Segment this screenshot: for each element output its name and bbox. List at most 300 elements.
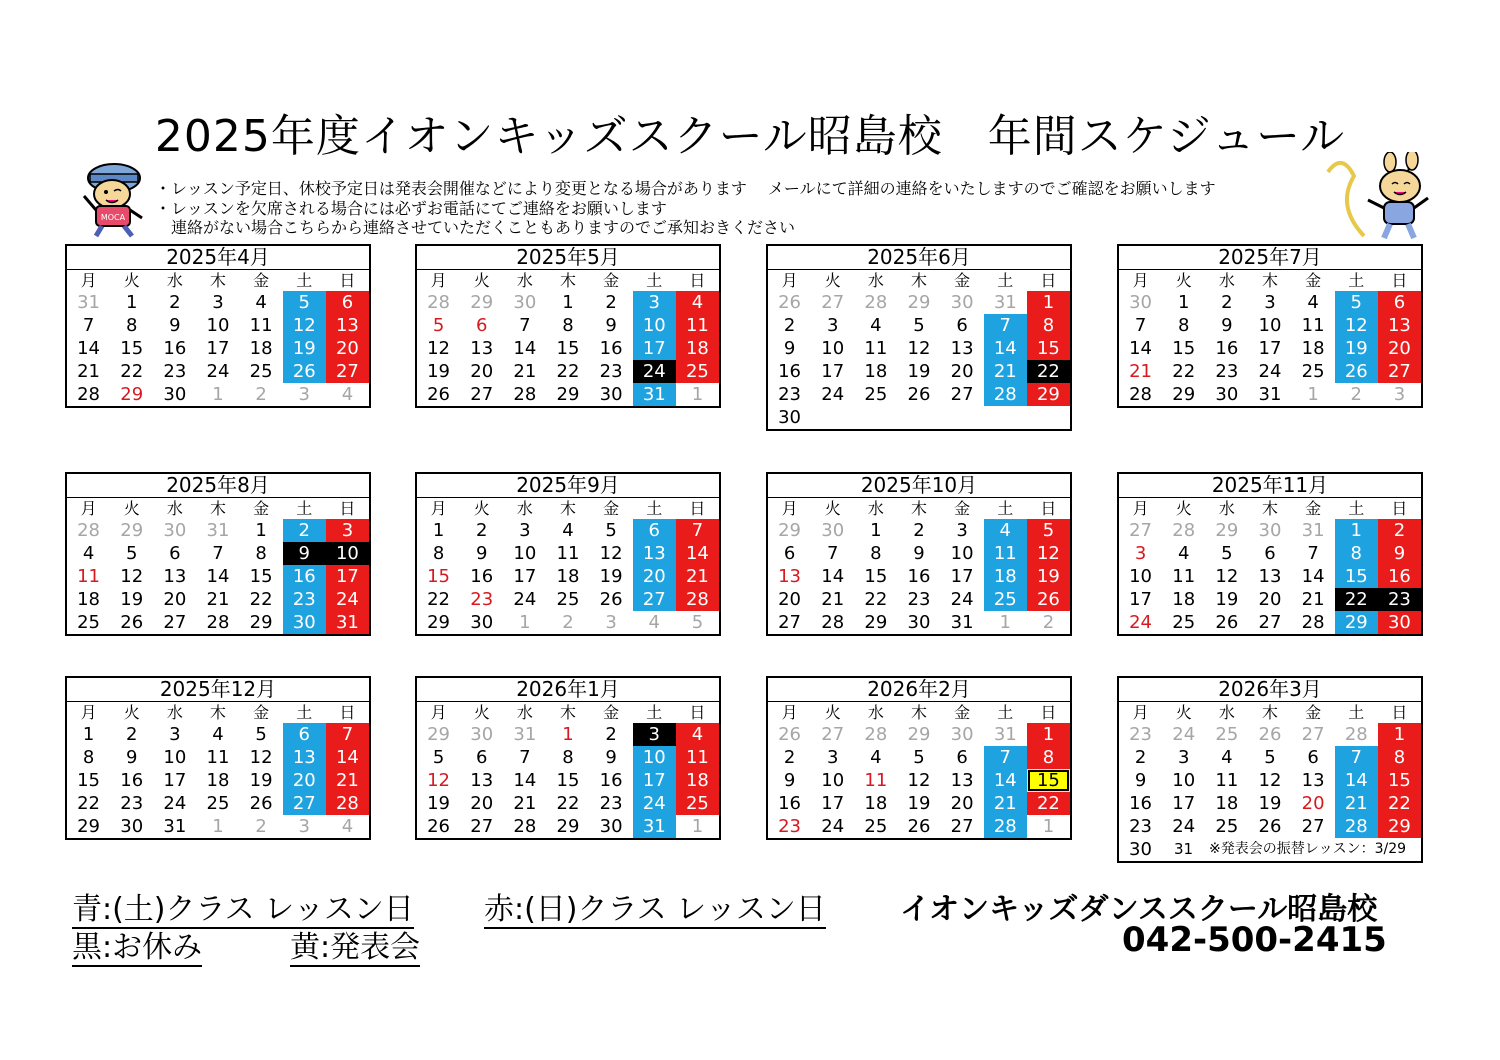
day-cell: 23: [1129, 724, 1153, 745]
day-cell: 23: [907, 589, 931, 610]
day-cell: 11: [984, 542, 1027, 565]
day-cell: 3: [633, 291, 676, 314]
day-cell: 4: [255, 292, 267, 313]
day-cell: 18: [864, 793, 888, 814]
week-row: [768, 769, 1070, 792]
legend-black-text: 黒:お休み: [72, 930, 203, 965]
day-cell: 6: [1378, 291, 1421, 314]
day-cell: 18: [1301, 338, 1325, 359]
week-row: [768, 314, 1070, 337]
weekday-label: 火: [473, 271, 490, 290]
day-cell: 15: [556, 338, 580, 359]
day-cell: 23: [163, 361, 187, 382]
month-calendar: [415, 472, 721, 636]
day-cell: 12: [599, 543, 623, 564]
school-name: イオンキッズダンススクール昭島校: [900, 892, 1378, 927]
day-cell: 27: [470, 816, 494, 837]
day-cell: 31: [633, 383, 676, 406]
day-cell: 3: [1393, 384, 1406, 405]
day-cell: 30: [1215, 384, 1239, 405]
day-cell: 9: [783, 770, 796, 791]
weekday-label: 火: [473, 703, 490, 722]
day-cell: 28: [864, 292, 888, 313]
day-cell: 1: [1335, 519, 1378, 542]
day-cell: 31: [77, 292, 101, 313]
day-cell: 29: [864, 612, 888, 633]
week-row: [1119, 746, 1421, 769]
day-cell: 14: [984, 337, 1027, 360]
week-row: [67, 565, 369, 588]
day-cell: 10: [821, 338, 845, 359]
weekday-header: [1119, 498, 1421, 519]
weekday-label: 水: [516, 271, 533, 290]
day-cell: 4: [212, 724, 224, 745]
day-cell: 15: [1378, 769, 1421, 792]
day-cell: 4: [341, 816, 354, 837]
day-cell: 27: [470, 384, 494, 405]
day-cell: 25: [676, 792, 719, 815]
week-row: [67, 769, 369, 792]
day-cell: 30: [163, 384, 187, 405]
day-cell: 16: [599, 770, 623, 791]
day-cell: 31: [1173, 840, 1194, 858]
day-cell: 31: [513, 724, 537, 745]
day-cell: 11: [864, 338, 888, 359]
day-cell: 15: [1027, 337, 1070, 360]
day-cell: 2: [1378, 519, 1421, 542]
day-cell: 29: [907, 292, 931, 313]
day-cell: 1: [432, 520, 445, 541]
day-cell: 7: [1307, 543, 1319, 564]
weekday-label: 金: [603, 703, 620, 722]
day-cell: 1: [255, 520, 267, 541]
weekday-label: 火: [123, 271, 140, 290]
day-cell: 3: [298, 816, 310, 837]
week-row: [1119, 588, 1421, 611]
day-cell: 8: [1027, 314, 1070, 337]
day-cell: 3: [826, 315, 839, 336]
day-cell: 6: [475, 315, 488, 336]
day-cell: 13: [778, 566, 802, 587]
day-cell: 26: [1027, 588, 1070, 611]
weekday-label: 火: [824, 271, 841, 290]
day-cell: 3: [1177, 747, 1190, 768]
day-cell: 21: [513, 793, 537, 814]
day-cell: 7: [1335, 746, 1378, 769]
day-cell: 4: [870, 315, 882, 336]
day-cell: 5: [605, 520, 617, 541]
month-calendar: [415, 676, 721, 840]
day-cell: 24: [950, 589, 974, 610]
day-cell: 21: [1301, 589, 1325, 610]
day-cell: 30: [821, 520, 845, 541]
day-cell: 27: [283, 792, 326, 815]
weekday-label: 金: [1305, 499, 1322, 518]
weekday-label: 月: [80, 271, 97, 290]
day-cell: 9: [605, 747, 617, 768]
legend-yellow: [290, 922, 420, 966]
day-cell: 1: [1027, 291, 1070, 314]
day-cell: 11: [77, 566, 101, 587]
legend-red-text: 赤:(日)クラス レッスン日: [484, 892, 826, 927]
day-cell: 29: [907, 724, 931, 745]
day-cell: 9: [125, 747, 138, 768]
day-cell: 26: [599, 589, 623, 610]
day-cell: 1: [1177, 292, 1190, 313]
day-cell: 29: [427, 724, 451, 745]
mascot-right-image: [1318, 152, 1436, 244]
day-cell: 28: [1129, 384, 1153, 405]
week-row: [67, 337, 369, 360]
day-cell: 8: [255, 543, 267, 564]
day-cell: 2: [169, 292, 181, 313]
day-cell: 6: [783, 543, 796, 564]
day-cell: 28: [821, 612, 845, 633]
week-row: [768, 360, 1070, 383]
day-cell: 18: [1172, 589, 1196, 610]
weekday-label: 金: [253, 499, 270, 518]
day-cell: 7: [1134, 315, 1147, 336]
week-row: [417, 792, 719, 815]
week-row: [67, 746, 369, 769]
weekday-label: 火: [1175, 271, 1192, 290]
day-cell: 21: [326, 769, 369, 792]
week-row: [417, 565, 719, 588]
day-cell: 21: [1335, 792, 1378, 815]
day-cell: 30: [950, 292, 974, 313]
weekday-label: 水: [166, 703, 183, 722]
day-cell: 12: [1027, 542, 1070, 565]
day-cell: 29: [1335, 611, 1378, 634]
weekday-label: 金: [954, 271, 971, 290]
day-cell: 16: [163, 338, 187, 359]
day-cell: 3: [298, 384, 310, 405]
makeup-lesson-note: ※発表会の振替レッスン：3/29: [1209, 841, 1407, 857]
day-cell: 1: [562, 724, 574, 745]
day-cell: 18: [1215, 793, 1239, 814]
day-cell: 29: [556, 384, 580, 405]
weekday-label: 木: [209, 703, 226, 722]
day-cell: 13: [470, 770, 494, 791]
day-cell: [941, 406, 984, 429]
weekday-label: 月: [781, 271, 798, 290]
week-row: [417, 815, 719, 838]
weekday-label: 日: [1391, 703, 1408, 722]
day-cell: 13: [163, 566, 187, 587]
day-cell: 4: [676, 291, 719, 314]
day-cell: 26: [1258, 816, 1282, 837]
weekday-label: 木: [559, 271, 576, 290]
day-cell: 19: [1027, 565, 1070, 588]
extra-week-row: [1119, 838, 1421, 861]
day-cell: 4: [984, 519, 1027, 542]
weekday-label: 火: [1175, 499, 1192, 518]
weekday-label: 水: [1218, 703, 1235, 722]
day-cell: 5: [913, 747, 925, 768]
day-cell: 14: [77, 338, 101, 359]
day-cell: 8: [1027, 746, 1070, 769]
month-calendar: [766, 244, 1072, 431]
day-cell: 10: [1129, 566, 1153, 587]
day-cell: 27: [1258, 612, 1282, 633]
day-cell: 10: [513, 543, 537, 564]
weekday-label: 金: [603, 499, 620, 518]
day-cell: 6: [1307, 747, 1319, 768]
day-cell: 8: [1177, 315, 1190, 336]
day-cell: 5: [1027, 519, 1070, 542]
day-cell: 27: [633, 588, 676, 611]
week-row: [417, 383, 719, 406]
day-cell: 23: [283, 588, 326, 611]
day-cell: 17: [633, 337, 676, 360]
day-cell: 17: [821, 793, 845, 814]
day-cell: 28: [206, 612, 230, 633]
day-cell: 4: [1177, 543, 1190, 564]
weekday-label: 木: [209, 499, 226, 518]
week-row: [1119, 337, 1421, 360]
day-cell: 24: [1129, 612, 1153, 633]
day-cell: 24: [633, 360, 676, 383]
day-cell: 14: [1301, 566, 1325, 587]
day-cell: 12: [249, 747, 273, 768]
day-cell: 14: [326, 746, 369, 769]
day-cell: 18: [249, 338, 273, 359]
day-cell: 20: [950, 793, 974, 814]
day-cell: 4: [82, 543, 95, 564]
day-cell: 20: [950, 361, 974, 382]
day-cell: 20: [283, 769, 326, 792]
weekday-label: 金: [253, 703, 270, 722]
day-cell: 11: [249, 315, 273, 336]
weekday-label: 土: [1348, 271, 1365, 290]
day-cell: 5: [913, 315, 925, 336]
day-cell: 8: [125, 315, 138, 336]
day-cell: 15: [427, 566, 451, 587]
day-cell: 7: [82, 315, 95, 336]
week-row: [67, 588, 369, 611]
weekday-header: [67, 270, 369, 291]
month-title: 2025年6月: [768, 246, 1070, 270]
day-cell: 13: [950, 770, 974, 791]
day-cell: 31: [206, 520, 230, 541]
day-cell: 2: [255, 384, 267, 405]
day-cell: 10: [633, 746, 676, 769]
day-cell: 4: [341, 384, 354, 405]
day-cell: 19: [427, 793, 451, 814]
day-cell: 12: [427, 338, 451, 359]
day-cell: 28: [1172, 520, 1196, 541]
week-row: [67, 383, 369, 406]
weekday-label: 木: [910, 499, 927, 518]
weekday-label: 日: [339, 271, 356, 290]
day-cell: 25: [206, 793, 230, 814]
day-cell: 7: [984, 746, 1027, 769]
day-cell: 28: [326, 792, 369, 815]
day-cell: 11: [1301, 315, 1325, 336]
weekday-label: 日: [1040, 499, 1057, 518]
day-cell: 27: [1301, 816, 1325, 837]
weekday-label: 土: [296, 703, 313, 722]
day-cell: 25: [1172, 612, 1196, 633]
day-cell: 5: [1264, 747, 1276, 768]
day-cell: 24: [326, 588, 369, 611]
day-cell: 13: [633, 542, 676, 565]
day-cell: 25: [249, 361, 273, 382]
day-cell: 19: [120, 589, 144, 610]
day-cell: 19: [599, 566, 623, 587]
day-cell: 2: [605, 292, 617, 313]
day-cell: 20: [1301, 793, 1325, 814]
day-cell: 15: [1335, 565, 1378, 588]
day-cell: 23: [1378, 588, 1421, 611]
weekday-label: 土: [1348, 499, 1365, 518]
week-row: [417, 611, 719, 634]
day-cell: 27: [1301, 724, 1325, 745]
day-cell: 22: [1172, 361, 1196, 382]
day-cell: 3: [1134, 543, 1147, 564]
day-cell: 26: [120, 612, 144, 633]
weekday-header: [768, 498, 1070, 519]
weekday-label: 金: [954, 703, 971, 722]
day-cell: 28: [1344, 724, 1368, 745]
week-row: [768, 291, 1070, 314]
week-row: [67, 611, 369, 634]
day-cell: 7: [212, 543, 224, 564]
weekday-label: 土: [646, 703, 663, 722]
day-cell: 9: [1221, 315, 1233, 336]
week-row: [67, 792, 369, 815]
weekday-label: 火: [123, 703, 140, 722]
day-cell: 10: [821, 770, 845, 791]
day-cell: 16: [599, 338, 623, 359]
day-cell: 31: [163, 816, 187, 837]
day-cell: [854, 406, 897, 429]
day-cell: 26: [907, 816, 931, 837]
day-cell: 16: [120, 770, 144, 791]
weekday-header: [67, 498, 369, 519]
month-title: 2025年5月: [417, 246, 719, 270]
day-cell: 12: [1215, 566, 1239, 587]
week-row: [768, 723, 1070, 746]
day-cell: 29: [556, 816, 580, 837]
day-cell: 17: [163, 770, 187, 791]
day-cell: 22: [556, 793, 580, 814]
day-cell: 18: [556, 566, 580, 587]
day-cell: 9: [913, 543, 925, 564]
day-cell: 20: [326, 337, 369, 360]
day-cell: 25: [1215, 724, 1239, 745]
day-cell: 14: [821, 566, 845, 587]
day-cell: 26: [1215, 612, 1239, 633]
day-cell: 4: [870, 747, 882, 768]
day-cell: 21: [206, 589, 230, 610]
day-cell: 9: [783, 338, 796, 359]
legend-red: [484, 884, 826, 928]
weekday-label: 木: [559, 703, 576, 722]
day-cell: 10: [206, 315, 230, 336]
day-cell: 23: [778, 816, 802, 837]
day-cell: 16: [1378, 565, 1421, 588]
day-cell: 24: [163, 793, 187, 814]
day-cell: 1: [1027, 723, 1070, 746]
day-cell: 21: [984, 360, 1027, 383]
weekday-label: 木: [910, 271, 927, 290]
day-cell: 10: [163, 747, 187, 768]
day-cell: 8: [1378, 746, 1421, 769]
day-cell: 26: [427, 384, 451, 405]
month-calendar: [1117, 244, 1423, 408]
day-cell: 16: [1129, 793, 1153, 814]
week-row: [417, 360, 719, 383]
weekday-label: 月: [781, 499, 798, 518]
month-title: 2025年8月: [67, 474, 369, 498]
day-cell: 8: [82, 747, 95, 768]
day-cell: 22: [120, 361, 144, 382]
day-cell: 29: [1378, 815, 1421, 838]
day-cell: 23: [120, 793, 144, 814]
day-cell: 24: [821, 384, 845, 405]
day-cell: [897, 406, 940, 429]
day-cell: 18: [984, 565, 1027, 588]
day-cell: 28: [984, 815, 1027, 838]
day-cell: 22: [1335, 588, 1378, 611]
week-row: [417, 291, 719, 314]
month-calendar: [766, 676, 1072, 840]
weekday-label: 日: [689, 703, 706, 722]
page-title: 2025年度イオンキッズスクール昭島校 年間スケジュール: [154, 111, 1346, 162]
day-cell: 11: [206, 747, 230, 768]
day-cell: 21: [821, 589, 845, 610]
weekday-label: 木: [1261, 499, 1278, 518]
day-cell: 11: [1215, 770, 1239, 791]
day-cell: 11: [676, 314, 719, 337]
day-cell: 17: [821, 361, 845, 382]
day-cell: 9: [605, 315, 617, 336]
day-cell: 17: [950, 566, 974, 587]
day-cell: 27: [950, 384, 974, 405]
day-cell: 19: [907, 361, 931, 382]
day-cell: 31: [326, 611, 369, 634]
month-calendar: [65, 472, 371, 636]
weekday-label: 土: [296, 499, 313, 518]
day-cell: 2: [605, 724, 617, 745]
weekday-header: [768, 702, 1070, 723]
day-cell: 3: [1264, 292, 1276, 313]
day-cell: 20: [1378, 337, 1421, 360]
day-cell: 3: [519, 520, 531, 541]
day-cell: 27: [821, 292, 845, 313]
week-row: [417, 542, 719, 565]
day-cell: [811, 406, 854, 429]
weekday-label: 日: [689, 271, 706, 290]
day-cell: 6: [475, 747, 488, 768]
day-cell: 31: [1258, 384, 1282, 405]
week-row: [768, 588, 1070, 611]
day-cell: 30: [283, 611, 326, 634]
day-cell: 1: [125, 292, 138, 313]
day-cell: 6: [1264, 543, 1276, 564]
day-cell: 20: [163, 589, 187, 610]
day-cell: 17: [326, 565, 369, 588]
week-row: [67, 360, 369, 383]
weekday-label: 木: [1261, 703, 1278, 722]
weekday-label: 日: [339, 703, 356, 722]
weekday-header: [417, 702, 719, 723]
week-row: [417, 723, 719, 746]
day-cell: 23: [1129, 816, 1153, 837]
note-line-1: ・レッスン予定日、休校予定日は発表会開催などにより変更となる場合があります メールにて詳細の連絡をいたしますのでご確認をお願いします: [155, 179, 1216, 198]
day-cell: 31: [950, 612, 974, 633]
